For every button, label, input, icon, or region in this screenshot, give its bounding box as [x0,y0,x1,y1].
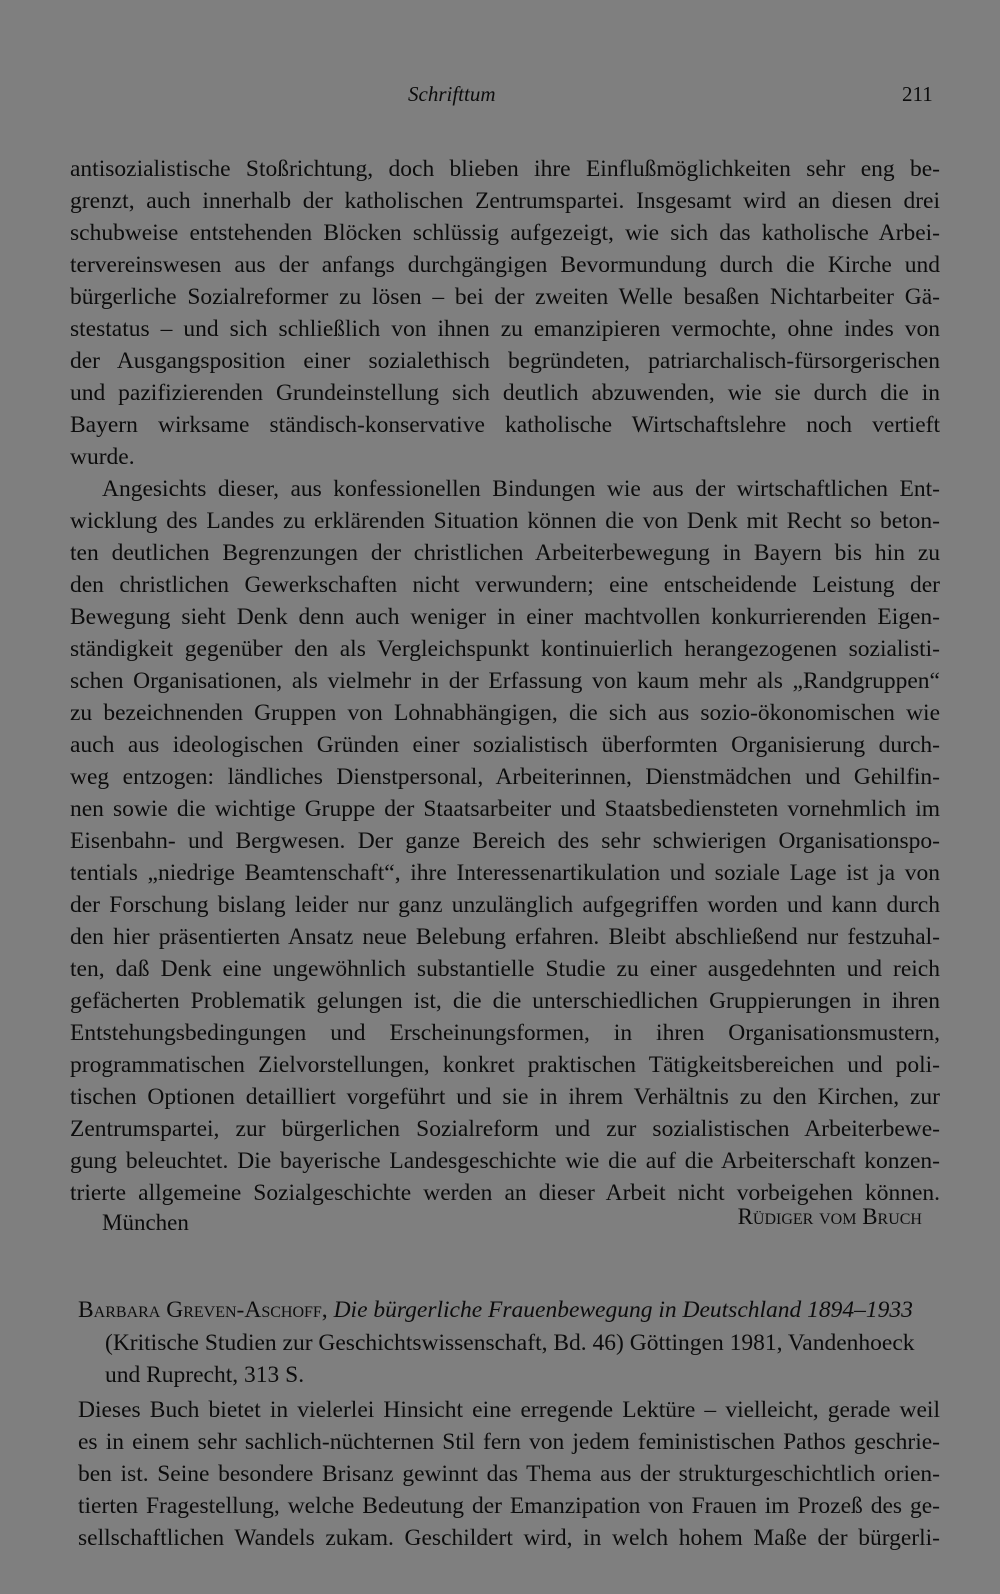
text-line: sellschaftlichen Wandels zukam. Geschildert wird, in welch hohem Maße der bürgerli- [78,1525,940,1551]
text-line: den christlichen Gewerkschaften nicht verwundern; eine entscheidende Leistung der [70,572,940,598]
text-line: tervereinswesen aus der anfangs durchgängigen Bevormundung durch die Kirche und [70,252,940,278]
running-title: Schrifttum [408,82,496,106]
text-line: stestatus – und sich schließlich von ihnen zu emanzipieren vermochte, ohne indes von [70,316,940,342]
text-line: auch aus ideologischen Gründen einer sozialistisch überformten Organisierung durch- [70,732,940,758]
text-line: ben ist. Seine besondere Brisanz gewinnt das Thema aus der strukturgeschichtlich orien- [78,1461,940,1487]
reference-line-3: und Ruprecht, 313 S. [105,1362,305,1388]
text-line: tentials „niedrige Beamtenschaft“, ihre Interessenartikulation und soziale Lage ist ja von [70,860,940,886]
text-line: ständigkeit gegenüber den als Vergleichspunkt kontinuierlich herangezogenen sozialisti- [70,636,940,662]
text-line: Bewegung sieht Denk denn auch weniger in einer machtvollen konkurrierenden Eigen- [70,604,940,630]
review-signature [102,1204,922,1240]
running-head [0,82,1000,112]
text-line: weg entzogen: ländliches Dienstpersonal, Arbeiterinnen, Dienstmädchen und Gehilfin- [70,764,940,790]
text-line: nen sowie die wichtige Gruppe der Staatsarbeiter und Staatsbediensteten vornehmlich im [70,796,940,822]
text-line: tierten Fragestellung, welche Bedeutung der Emanzipation von Frauen im Prozeß des ge- [78,1493,940,1519]
text-line: der Ausgangsposition einer sozialethisch begründeten, patriarchalisch-fürsorgerischen [70,348,940,374]
page-number: 211 [902,82,933,106]
text-line: programmatischen Zielvorstellungen, konkret praktischen Tätigkeitsbereichen und poli- [70,1052,940,1078]
text-line: und pazifizierenden Grundeinstellung sich deutlich abzuwenden, wie sie durch die in [70,380,940,406]
text-line: den hier präsentierten Ansatz neue Belebung erfahren. Bleibt abschließend nur festzuhal- [70,924,940,950]
text-line: wurde. [70,444,135,470]
text-line: wicklung des Landes zu erklärenden Situation können die von Denk mit Recht so beton- [70,508,940,534]
text-line: Dieses Buch bietet in vielerlei Hinsicht eine erregende Lektüre – vielleicht, gerade weil [78,1397,940,1423]
text-line: schubweise entstehenden Blöcken schlüssig aufgezeigt, wie sich das katholische Arbei- [70,220,940,246]
reference-title: Die bürgerliche Frauenbewegung in Deutschland 1894–1933 [333,1297,913,1323]
text-line: Bayern wirksame ständisch-konservative katholische Wirtschaftslehre noch vertieft [70,412,940,438]
text-line: zu bezeichnenden Gruppen von Lohnabhängigen, die sich aus sozio-ökonomischen wie [70,700,940,726]
text-line: trierte allgemeine Sozialgeschichte werden an dieser Arbeit nicht vorbeigehen können. [70,1180,940,1206]
text-line: Zentrumspartei, zur bürgerlichen Sozialreform und zur sozialistischen Arbeiterbewe- [70,1116,940,1142]
text-line: Entstehungsbedingungen und Erscheinungsformen, in ihren Organisationsmustern, [70,1020,940,1046]
signature-author: Rüdiger vom Bruch [737,1204,922,1229]
text-line: schen Organisationen, als vielmehr in der Erfassung von kaum mehr als „Randgruppen“ [70,668,940,694]
text-line: gung beleuchtet. Die bayerische Landesgeschichte wie die auf die Arbeiterschaft konzen- [70,1148,940,1174]
text-line: tischen Optionen detailliert vorgeführt und sie in ihrem Verhältnis zu den Kirchen, zur [70,1084,940,1110]
text-line: Angesichts dieser, aus konfessionellen Bindungen wie aus der wirtschaftlichen Ent- [102,476,940,502]
reference-line-2: (Kritische Studien zur Geschichtswissenschaft, Bd. 46) Göttingen 1981, Vandenhoeck [105,1330,915,1356]
text-line: ten, daß Denk eine ungewöhnlich substantielle Studie zu einer ausgedehnten und reich [70,956,940,982]
text-line: antisozialistische Stoßrichtung, doch blieben ihre Einflußmöglichkeiten sehr eng be- [70,156,940,182]
text-line: bürgerliche Sozialreformer zu lösen – bei der zweiten Welle besaßen Nichtarbeiter Gä- [70,284,940,310]
text-line: es in einem sehr sachlich-nüchternen Stil fern von jedem feministischen Pathos geschrie- [78,1429,940,1455]
reference-author: Barbara Greven-Aschoff, [78,1297,328,1323]
text-line: Eisenbahn- und Bergwesen. Der ganze Bereich des sehr schwierigen Organisationspo- [70,828,940,854]
text-line: grenzt, auch innerhalb der katholischen Zentrumspartei. Insgesamt wird an diesen drei [70,188,940,214]
text-line: ten deutlichen Begrenzungen der christlichen Arbeiterbewegung in Bayern bis hin zu [70,540,940,566]
text-line: der Forschung bislang leider nur ganz unzulänglich aufgegriffen worden und kann durch [70,892,940,918]
reference-line-1 [78,1297,913,1324]
text-line: gefächerten Problematik gelungen ist, die die unterschiedlichen Gruppierungen in ihren [70,988,940,1014]
signature-place: München [102,1210,189,1235]
